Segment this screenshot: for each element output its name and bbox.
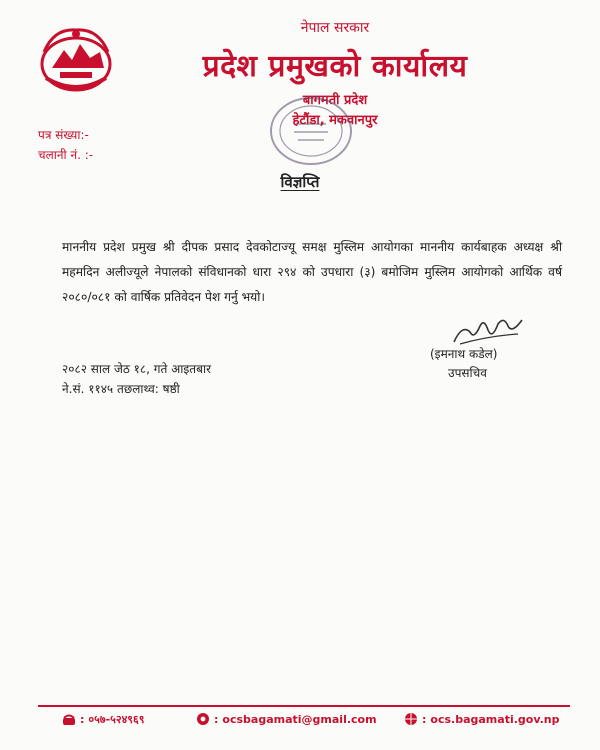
reference-number-label: पत्र संख्या:- [38,128,89,142]
government-name: नेपाल सरकार [300,20,370,36]
signer-title: उपसचिव [448,366,487,380]
footer-website-url[interactable]: ocs.bagamati.gov.np [430,712,560,726]
footer-divider [38,705,570,707]
office-address: हेटौंडा, मकवानपुर [292,113,378,128]
signer-name: (इमनाथ कडेल) [430,347,498,361]
office-stamp-icon [268,94,354,168]
footer-phone-number: ०५७-५२४९६९ [88,713,145,726]
province-name: बागमती प्रदेश [302,93,368,108]
notice-title: विज्ञप्ति [280,173,320,191]
email-icon [196,712,210,726]
footer-email[interactable]: : ocsbagamati@gmail.com [196,712,377,726]
dispatch-number-label: चलानी नं. :- [38,148,94,162]
office-name: प्रदेश प्रमुखको कार्यालय [202,49,468,84]
footer-email-address[interactable]: ocsbagamati@gmail.com [222,712,377,726]
phone-icon [62,713,76,727]
web-icon [404,712,418,726]
footer-website[interactable]: : ocs.bagamati.gov.np [404,712,559,726]
notice-body: माननीय प्रदेश प्रमुख श्री दीपक प्रसाद देवकोटाज्यू समक्ष मुस्लिम आयोगका माननीय कार्यबाहक अध्यक्ष श्री महमदिन अलीज्यूले नेपालको संविधानको धारा २९४ को उपधारा (३) बमोजिम मुस्लिम आयोगको आर्थिक वर्ष २०८०/०८१ को वार्षिक प्रतिवेदन पेश गर्नु भयो। [62,240,562,304]
date-nepal-sambat: ने.सं. ११४५ तछलाथ्व: षष्ठी [62,382,180,396]
date-bikram-sambat: २०८२ साल जेठ १८, गते आइतबार [62,362,212,376]
footer-phone: : ०५७-५२४९६९ [62,712,144,727]
